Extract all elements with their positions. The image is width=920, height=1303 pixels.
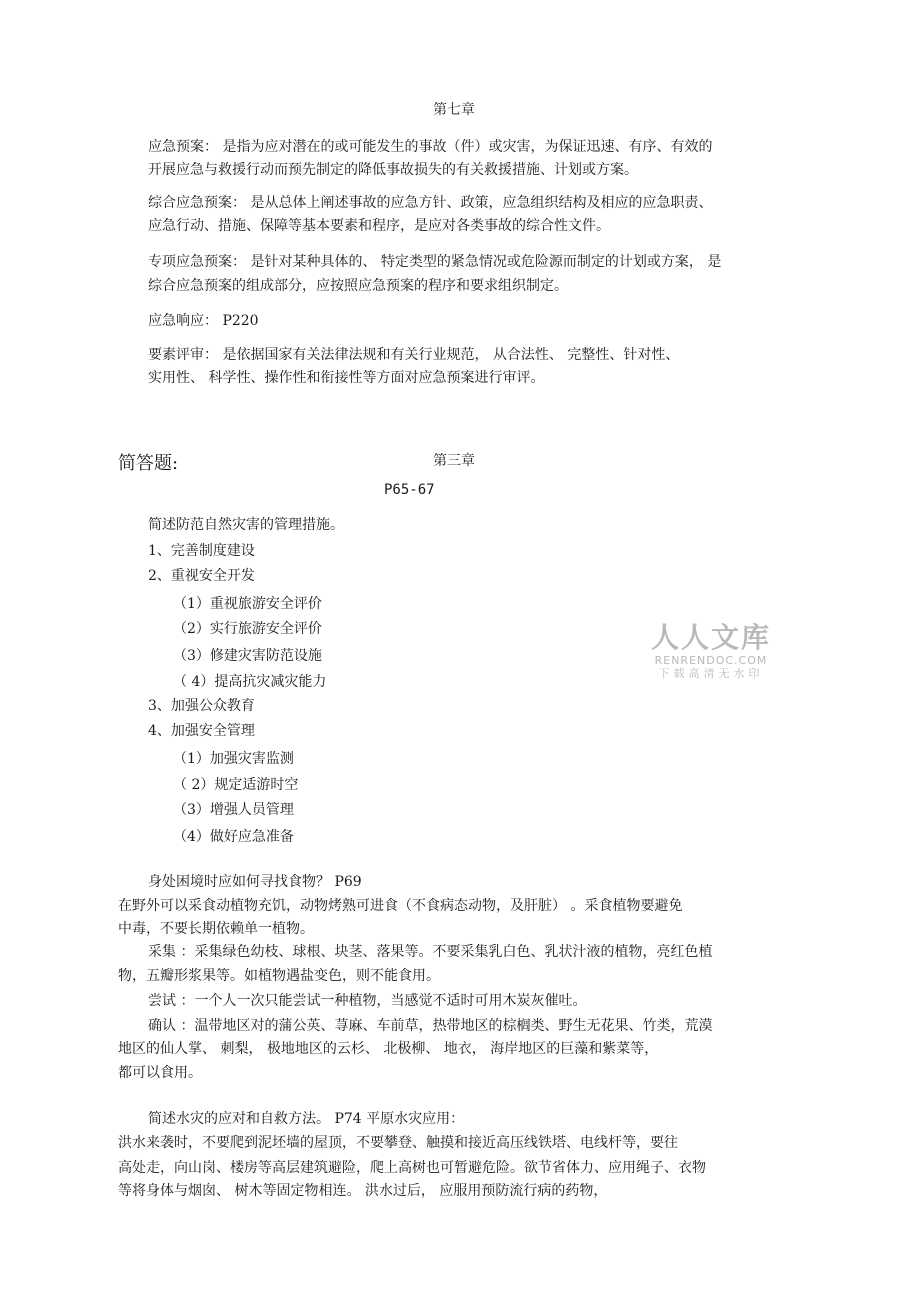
answer-2-line: 中毒，不要长期依赖单一植物。 (118, 921, 314, 937)
list-item: （2）实行旅游安全评价 (173, 621, 322, 637)
def-special-plan-line2: 综合应急预案的组成部分，应按照应急预案的程序和要求组织制定。 (148, 278, 568, 294)
list-item: （3）增强人员管理 (173, 802, 294, 818)
answer-2-line: 物，五瓣形浆果等。如植物遇盐变色，则不能食用。 (118, 968, 440, 984)
list-item: （1）加强灾害监测 (173, 751, 294, 767)
answer-2-line: 都可以食用。 (118, 1065, 202, 1081)
watermark (636, 622, 786, 680)
list-item: （ 2）规定适游时空 (173, 777, 299, 793)
answer-2-line: 采集 ：采集绿色幼枝、球根、块茎、落果等。不要采集乳白色、乳状汁液的植物，亮红色植 (148, 944, 713, 960)
def-special-plan-line1: 专项应急预案： 是针对某种具体的、 特定类型的紧急情况或危险源而制定的计划或方案， 是 (148, 254, 722, 270)
answer-2-line: 尝试 ：一个人一次只能尝试一种植物，当感觉不适时可用木炭灰催吐。 (148, 993, 587, 1009)
question-1: 简述防范自然灾害的管理措施。 (148, 517, 344, 533)
list-item: 2、重视安全开发 (148, 568, 255, 584)
list-item: （1）重视旅游安全评价 (173, 596, 322, 612)
list-item: （3）修建灾害防范设施 (173, 648, 322, 664)
def-comprehensive-plan-line1: 综合应急预案： 是从总体上阐述事故的应急方针、政策，应急组织结构及相应的应急职责、 (148, 195, 713, 211)
def-emergency-plan-line2: 开展应急与救援行动而预先制定的降低事故损失的有关救援措施、计划或方案。 (148, 162, 638, 178)
list-item: 4、加强安全管理 (148, 723, 255, 739)
def-element-review-line2: 实用性、 科学性、操作性和衔接性等方面对应急预案进行审评。 (148, 370, 545, 386)
page-reference: P65-67 (384, 482, 435, 498)
answer-3-line: 等将身体与烟囱、 树木等固定物相连。 洪水过后， 应服用预防流行病的药物， (118, 1183, 608, 1199)
def-comprehensive-plan-line2: 应急行动、措施、保障等基本要素和程序，是应对各类事故的综合性文件。 (148, 218, 610, 234)
answer-2-line: 地区的仙人掌、 刺梨， 极地地区的云杉、 北极柳、 地衣， 海岸地区的巨藻和紫菜等， (118, 1041, 659, 1057)
answer-3-line: 洪水来袭时，不要爬到泥坯墙的屋顶，不要攀登、触摸和接近高压线铁塔、电线杆等，要往 (118, 1135, 678, 1151)
watermark-domain: RENRENDOC.COM (654, 654, 768, 667)
section-title: 简答题: (118, 453, 179, 474)
question-3: 简述水灾的应对和自救方法。 P74 平原水灾应用： (148, 1111, 465, 1127)
question-2: 身处困境时应如何寻找食物？ P69 (148, 874, 362, 890)
answer-2-line: 在野外可以采食动植物充饥，动物烤熟可进食（不食病态动物，及肝脏） 。采食植物要避免 (118, 898, 683, 914)
chapter7-heading: 第七章 (433, 102, 475, 118)
chapter3-heading: 第三章 (433, 453, 475, 469)
answer-3-line: 高处走，向山岗、楼房等高层建筑避险，爬上高树也可暂避危险。欲节省体力、应用绳子、衣物 (118, 1160, 706, 1176)
list-item: （4）做好应急准备 (173, 829, 294, 845)
list-item: 3、加强公众教育 (148, 698, 255, 714)
list-item: 1、完善制度建设 (148, 543, 255, 559)
list-item: （ 4）提高抗灾减灾能力 (173, 674, 327, 690)
def-emergency-plan-line1: 应急预案： 是指为应对潜在的或可能发生的事故（件）或灾害，为保证迅速、有序、有效的 (148, 139, 713, 155)
answer-2-line: 确认 ：温带地区对的蒲公英、荨麻、车前草，热带地区的棕榈类、野生无花果、竹类，荒漠 (148, 1018, 713, 1034)
def-element-review-line1: 要素评审： 是依据国家有关法律法规和有关行业规范， 从合法性、 完整性、针对性、 (148, 347, 680, 363)
def-emergency-response: 应急响应： P220 (148, 313, 259, 329)
watermark-slogan: 下载高清无水印 (658, 667, 764, 680)
watermark-logo-text: 人人文库 (650, 621, 771, 654)
